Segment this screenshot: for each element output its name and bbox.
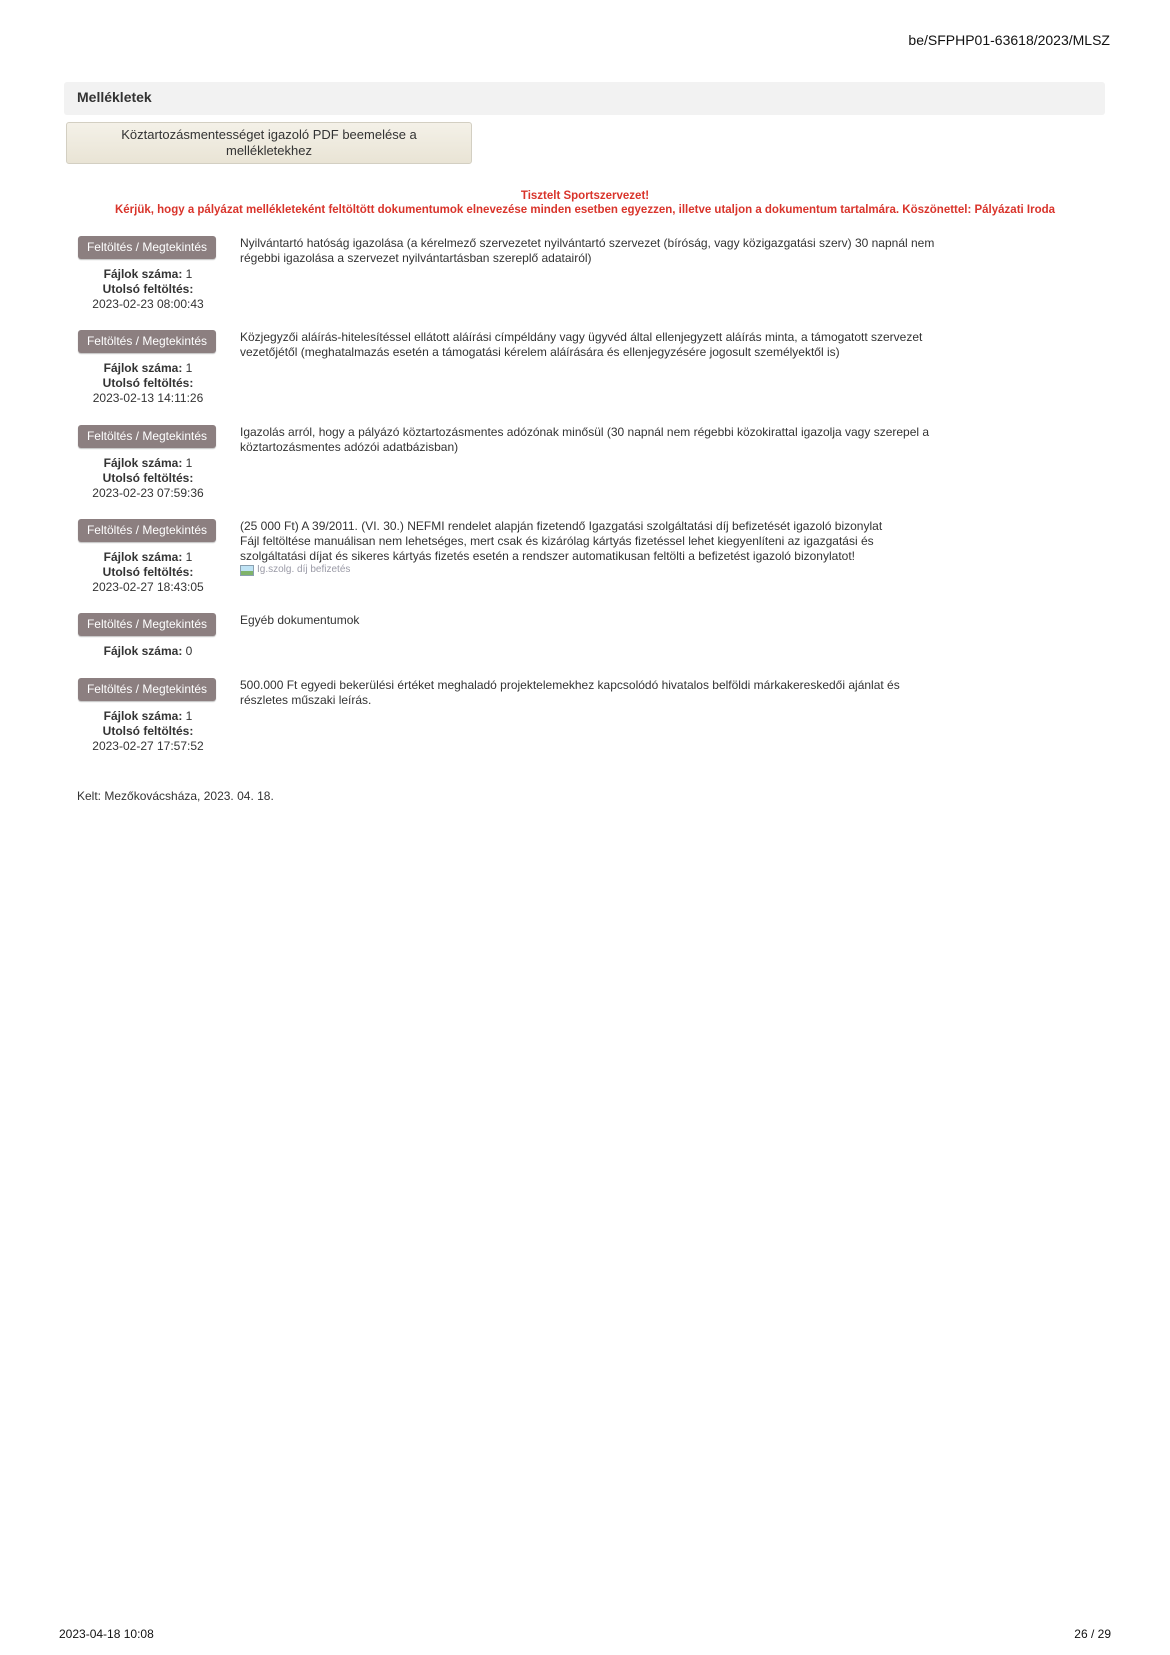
file-count-value: 1	[185, 361, 193, 375]
attachment-meta	[78, 644, 218, 659]
attachment-meta	[78, 550, 218, 595]
attachment-meta	[78, 709, 218, 754]
attachment-description: Igazolás arról, hogy a pályázó köztartozásmentes adózónak minősül (30 napnál nem régebbi közokirattal igazolja vagy szerepel a köztartozásmentes adózói adatbázisban)	[240, 425, 930, 454]
file-count	[78, 709, 218, 724]
attachment-description: Közjegyzői aláírás-hitelesítéssel ellátott aláírási címpéldány vagy ügyvéd által ellenjegyzett aláírás minta, a támogatott szervezet vezetőjétől (meghatalmazás esetén a támogatási kérelem aláírására és ellenjegyzésére jogosult személyektől is)	[240, 330, 923, 359]
attachment-meta	[78, 456, 218, 501]
kelt-date-place: Kelt: Mezőkovácsháza, 2023. 04. 18.	[77, 789, 274, 803]
upload-view-button[interactable]: Feltöltés / Megtekintés	[78, 425, 216, 448]
file-count-value: 1	[185, 456, 193, 470]
notice-message: Kérjük, hogy a pályázat mellékleteként feltöltött dokumentumok elnevezése minden esetben egyezzen, illetve utaljon a dokumentum tartalmára. Köszönettel: Pályázati Iroda	[114, 204, 1056, 216]
file-count	[78, 267, 218, 282]
document-reference: be/SFPHP01-63618/2023/MLSZ	[908, 32, 1110, 48]
section-title-mellekletek: Mellékletek	[64, 82, 1105, 115]
attachment-controls	[78, 613, 218, 659]
file-count	[78, 550, 218, 565]
last-upload-value: 2023-02-23 07:59:36	[92, 486, 204, 500]
file-count-label: Fájlok száma:	[103, 456, 183, 470]
last-upload-value: 2023-02-23 08:00:43	[92, 297, 204, 311]
attachment-meta	[78, 267, 218, 312]
last-upload-value: 2023-02-13 14:11:26	[92, 391, 204, 405]
include-pdf-button[interactable]: Köztartozásmentességet igazoló PDF beemelése a mellékletekhez	[66, 122, 472, 164]
attachment-description: Egyéb dokumentumok	[240, 613, 360, 627]
footer-timestamp: 2023-04-18 10:08	[59, 1627, 154, 1641]
upload-view-button[interactable]: Feltöltés / Megtekintés	[78, 519, 216, 542]
footer-page-number: 26 / 29	[1074, 1627, 1111, 1641]
file-count-label: Fájlok száma:	[103, 267, 183, 281]
last-upload-label: Utolsó feltöltés:	[102, 376, 194, 390]
file-count-label: Fájlok száma:	[103, 361, 183, 375]
upload-view-button[interactable]: Feltöltés / Megtekintés	[78, 236, 216, 259]
file-count-label: Fájlok száma:	[103, 644, 183, 658]
file-count	[78, 644, 218, 659]
upload-view-button[interactable]: Feltöltés / Megtekintés	[78, 330, 216, 353]
attachment-description: (25 000 Ft) A 39/2011. (VI. 30.) NEFMI rendelet alapján fizetendő Igazgatási szolgáltatási díj befizetését igazoló bizonylat Fájl feltöltése manuálisan nem lehetséges, mert csak és kizárólag kártyás fizetéssel lehet kiegyenlíteni az igazgatási és szolgáltatási díjat és sikeres kártyás fizetés esetén a rendszer automatikusan feltölti a befizetést igazoló bizonylatot! Ig.szolg. díj befizetés	[240, 519, 940, 580]
attachment-controls	[78, 519, 218, 595]
last-upload-label: Utolsó feltöltés:	[102, 565, 194, 579]
attachment-controls	[78, 678, 218, 754]
attachment-description: 500.000 Ft egyedi bekerülési értéket meghaladó projektelemekhez kapcsolódó hivatalos belföldi márkakereskedői ajánlat és részletes műszaki leírás.	[240, 678, 900, 707]
upload-view-button[interactable]: Feltöltés / Megtekintés	[78, 678, 216, 701]
file-count-value: 1	[185, 267, 193, 281]
notice-greeting: Tisztelt Sportszervezet!	[520, 190, 650, 202]
last-upload-label: Utolsó feltöltés:	[102, 471, 194, 485]
payment-receipt-link[interactable]	[240, 564, 350, 576]
file-count-value: 1	[185, 550, 193, 564]
file-count	[78, 361, 218, 376]
last-upload-value: 2023-02-27 18:43:05	[92, 580, 204, 594]
file-count-value: 1	[185, 709, 193, 723]
attachment-note: Fájl feltöltése manuálisan nem lehetséges, mert csak és kizárólag kártyás fizetéssel lehet kiegyenlíteni az igazgatási és szolgáltatási díjat és sikeres kártyás fizetés esetén a rendszer automatikusan feltölti a befizetést igazoló bizonylatot!	[240, 534, 874, 563]
file-count-value: 0	[185, 644, 193, 658]
attachment-controls	[78, 236, 218, 312]
notice-box	[60, 189, 1110, 217]
image-icon	[240, 565, 254, 576]
file-count-label: Fájlok száma:	[103, 550, 183, 564]
attachment-controls	[78, 330, 218, 406]
payment-receipt-link-text: Ig.szolg. díj befizetés	[257, 564, 351, 575]
file-count-label: Fájlok száma:	[103, 709, 183, 723]
file-count	[78, 456, 218, 471]
last-upload-label: Utolsó feltöltés:	[102, 282, 194, 296]
last-upload-value: 2023-02-27 17:57:52	[92, 739, 204, 753]
attachment-description: Nyilvántartó hatóság igazolása (a kérelmező szervezetet nyilvántartó szervezet (bíróság, vagy közigazgatási szerv) 30 napnál nem régebbi igazolása a szervezet nyilvántartásban szereplő adatairól)	[240, 236, 935, 265]
last-upload-label: Utolsó feltöltés:	[102, 724, 194, 738]
attachment-meta	[78, 361, 218, 406]
upload-view-button[interactable]: Feltöltés / Megtekintés	[78, 613, 216, 636]
attachment-controls	[78, 425, 218, 501]
